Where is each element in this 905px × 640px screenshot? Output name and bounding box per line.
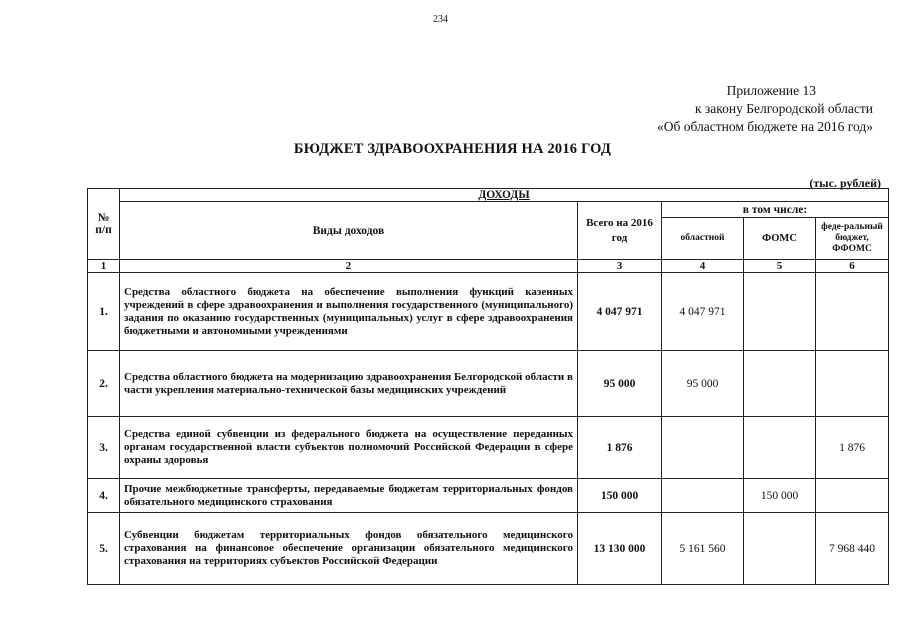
table-row [88,417,889,479]
row-foms [744,273,816,351]
col-header-federal: феде-ральный бюджет, ФФОМС [816,218,889,260]
row-description: Субвенции бюджетам территориальных фондов обязательного медицинского страхования на финансовое обеспечение организации обязательного медицинского страхования на территориях субъектов Российской Федерации [120,513,578,585]
row-regional: 4 047 971 [662,273,744,351]
table-row [88,351,889,417]
row-federal: 7 968 440 [816,513,889,585]
col-header-type: Виды доходов [120,202,578,260]
appendix-line-2: к закону Белгородской области [695,101,873,116]
row-federal [816,351,889,417]
table-row [88,479,889,513]
index-cell: 4 [662,260,744,273]
row-foms [744,513,816,585]
row-regional [662,479,744,513]
row-number: 4. [88,479,120,513]
row-foms [744,351,816,417]
index-cell: 2 [120,260,578,273]
section-header: ДОХОДЫ [120,189,889,202]
row-foms [744,417,816,479]
col-header-incl: в том числе: [662,202,889,218]
row-total: 13 130 000 [578,513,662,585]
row-regional [662,417,744,479]
row-number: 3. [88,417,120,479]
row-number: 5. [88,513,120,585]
units-label: (тыс. рублей) [809,176,881,190]
index-cell: 3 [578,260,662,273]
row-regional: 5 161 560 [662,513,744,585]
table-row [88,273,889,351]
index-cell: 5 [744,260,816,273]
index-row [88,260,889,273]
row-federal [816,479,889,513]
row-number: 1. [88,273,120,351]
page-title: БЮДЖЕТ ЗДРАВООХРАНЕНИЯ НА 2016 ГОД [293,141,612,157]
appendix-header [657,82,873,136]
appendix-line-1: Приложение 13 [726,83,816,98]
row-description: Средства единой субвенции из федерального бюджета на осуществление переданных органам государственной власти субъектов полномочий Российской Федерации в сфере охраны здоровья [120,417,578,479]
row-description: Средства областного бюджета на обеспечение выполнения функций казенных учреждений в сфере здравоохранения и выполнения государственного (муниципального) задания по оказанию государственных (муниципальных) услуг в сфере здравоохранения бюджетными и автономными учреждениями [120,273,578,351]
col-header-regional: областной [662,218,744,260]
row-total: 150 000 [578,479,662,513]
row-number: 2. [88,351,120,417]
appendix-line-3: «Об областном бюджете на 2016 год» [657,119,873,134]
index-cell: 6 [816,260,889,273]
table-row [88,513,889,585]
index-cell: 1 [88,260,120,273]
row-foms: 150 000 [744,479,816,513]
col-header-no: № п/п [88,189,120,260]
budget-table [87,188,889,585]
row-federal [816,273,889,351]
row-description: Прочие межбюджетные трансферты, передаваемые бюджетам территориальных фондов обязательного медицинского страхования [120,479,578,513]
col-header-foms: ФОМС [744,218,816,260]
page-number: 234 [433,14,448,25]
row-total: 4 047 971 [578,273,662,351]
col-header-total: Всего на 2016 год [578,202,662,260]
row-regional: 95 000 [662,351,744,417]
row-total: 1 876 [578,417,662,479]
row-total: 95 000 [578,351,662,417]
row-description: Средства областного бюджета на модернизацию здравоохранения Белгородской области в части укрепления материально-технической базы медицинских учреждений [120,351,578,417]
row-federal: 1 876 [816,417,889,479]
